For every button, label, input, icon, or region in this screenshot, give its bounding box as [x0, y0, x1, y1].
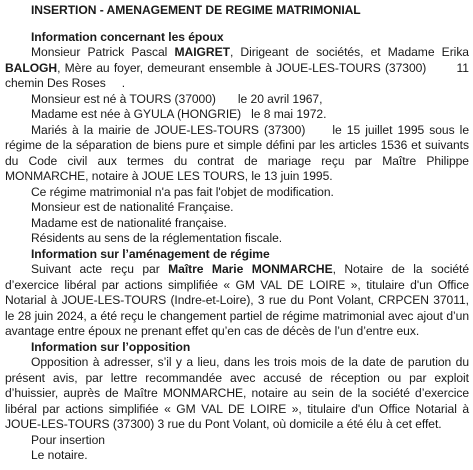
residency-line: Résidents au sens de la réglementation fiscale.	[31, 231, 283, 245]
arrangement-heading: Information sur l’aménagement de régime	[31, 246, 270, 261]
husband-birth-place: Monsieur est né à TOURS (37000)	[31, 91, 216, 106]
marriage-place: Mariés à la mairie de JOUE-LES-TOURS (37300)	[31, 122, 306, 137]
wife-birth-date: le 8 mai 1972.	[251, 107, 327, 121]
closing-line-1: Pour insertion	[31, 432, 105, 447]
wife-birth-place: Madame est née à GYULA (HONGRIE)	[31, 107, 242, 121]
spouses-heading: Information concernant les époux	[31, 29, 224, 44]
no-modification-line: Ce régime matrimonial n'a pas fait l'objet de modification.	[31, 184, 334, 199]
marriage-details: le 15 juillet 1995 sous le régime de la séparation de biens pure et simple défini par les articles 1536 et suivants du Code civil aux termes du contrat de mariage reçu par Maître Philippe MONMARCHE, notaire à JOUE LES TOURS, le 13 juin 1995.	[5, 122, 469, 183]
notary-name: Maître Marie MONMARCHE	[168, 262, 333, 276]
husband-nationality-line: Monsieur est de nationalité Française.	[31, 200, 234, 214]
notice-title: INSERTION - AMENAGEMENT DE REGIME MATRIMONIAL	[31, 3, 361, 17]
spouses-text-a: Monsieur Patrick Pascal	[31, 45, 175, 59]
spouses-text-e: .	[121, 76, 126, 90]
opposition-paragraph: Opposition à adresser, s’il y a lieu, dans les trois mois de la date de parution du présent avis, par lettre recommandée avec accusé de réception ou par exploit d’huissier, auprès de Maître MONMARCHE, notaire au sein de la société d’exercice libéral par actions simplifiée « GM VAL DE LOIRE », titulaire d'un Office Notarial à JOUE-LES-TOURS (37300) 3 rue du Pont Volant, où domicile a été élu à cet effet.	[5, 355, 469, 431]
marriage-paragraph	[5, 123, 469, 185]
arrangement-text-a: Suivant acte reçu par	[31, 262, 169, 276]
wife-surname: BALOGH	[5, 60, 58, 75]
wife-nationality-line: Madame est de nationalité française.	[31, 215, 227, 230]
spouses-address: 11 chemin Des Roses	[5, 60, 469, 90]
husband-surname: MAIGRET	[174, 45, 230, 59]
closing-line-2: Le notaire.	[31, 448, 88, 462]
wife-birth-line	[5, 107, 469, 123]
husband-birth-date: le 20 avril 1967,	[237, 91, 323, 106]
spouses-text-c: , Mère au foyer, demeurant ensemble à JOUE-LES-TOURS (37300)	[57, 60, 427, 75]
husband-birth-line	[5, 92, 469, 108]
spouses-text-b: , Dirigeant de sociétés, et Madame Erika	[229, 45, 469, 59]
arrangement-text-b: , Notaire de la société d’exercice libéral par actions simplifiée « GM VAL DE LOIRE », titulaire d'un Office Notarial à JOUE-LES-TOURS (Indre-et-Loire), 3 rue du Pont Volant, CRPCEN 37011, le 28 juin 2024, a été reçu le changement partiel de régime matrimonial avec ajout d’un avantage entre époux ne prenant effet qu’en cas de décès de l’un d’entre eux.	[5, 262, 470, 338]
arrangement-paragraph	[5, 262, 469, 340]
spouses-paragraph	[5, 45, 469, 92]
opposition-heading: Information sur l’opposition	[31, 339, 191, 354]
